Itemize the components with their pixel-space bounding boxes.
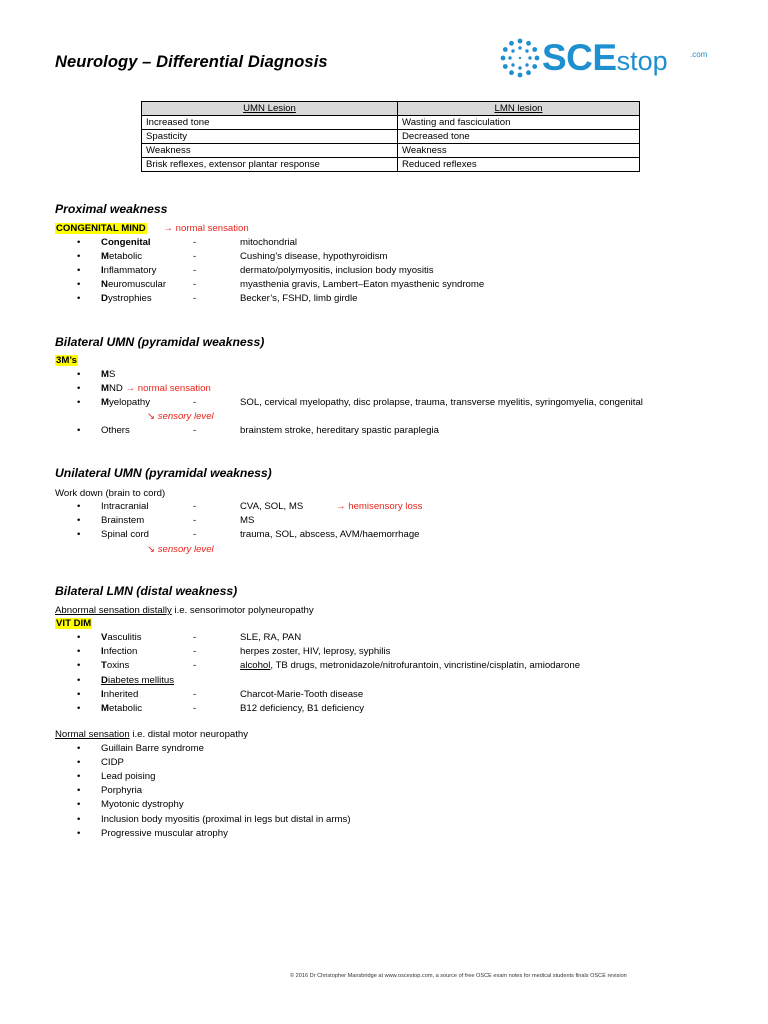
list-item (0, 250, 768, 263)
bullet-icon: • (77, 292, 81, 304)
table-cell: Spasticity (142, 130, 398, 144)
table-cell: Brisk reflexes, extensor plantar response (142, 158, 398, 172)
bullet-icon: • (77, 813, 81, 825)
item-rest: Others (101, 425, 130, 437)
item-dash: - (193, 688, 197, 700)
bullet-icon: • (77, 646, 81, 658)
item-value: MS (240, 515, 255, 527)
bullet-icon: • (77, 264, 81, 276)
list-item (0, 674, 768, 687)
bullet-icon: • (77, 660, 81, 672)
table-row (142, 130, 640, 144)
item-name: Myotonic dystrophy (101, 799, 184, 811)
item-dash: - (193, 397, 197, 409)
list-item (0, 278, 768, 291)
sensory-level-text: ↘ sensory level (147, 543, 214, 555)
item-rest: iabetes mellitus (107, 674, 175, 686)
item-name (101, 236, 151, 249)
item-dash: - (193, 515, 197, 527)
item-rest: yelopathy (109, 397, 151, 409)
section-heading-unilateral-umn: Unilateral UMN (pyramidal weakness) (55, 466, 272, 480)
bullet-icon: • (77, 688, 81, 700)
item-dash: - (193, 660, 197, 672)
table-header-umn: UMN Lesion (142, 102, 398, 116)
footer-text: © 2016 Dr Christopher Mansbridge at www.oscestop.com, a source of free OSCE exam notes for medical students finals OSCE revision (290, 973, 627, 979)
bullet-icon: • (77, 757, 81, 769)
sensation-note: → normal sensation (122, 383, 211, 395)
normal-rest: i.e. distal motor neuropathy (129, 729, 249, 740)
item-name: Porphyria (101, 785, 143, 797)
item-name (101, 292, 152, 305)
logo-com: .com (690, 50, 708, 59)
list-item (0, 236, 768, 249)
item-name: Guillain Barre syndrome (101, 743, 204, 754)
item-dash: - (193, 529, 197, 541)
table-cell: Weakness (398, 144, 640, 158)
oscestop-logo (500, 36, 720, 82)
item-name: Intracranial (101, 501, 149, 512)
list-item (0, 264, 768, 277)
bullet-icon: • (77, 632, 81, 643)
list-item (0, 368, 768, 381)
item-value-underlined: alcohol (240, 660, 271, 672)
sensory-level-text: ↘ sensory level (147, 411, 214, 423)
item-name (101, 382, 211, 395)
page-title: Neurology – Differential Diagnosis (55, 53, 328, 71)
item-value: CVA, SOL, MS (240, 501, 304, 512)
sensation-note: → normal sensation (163, 223, 249, 234)
item-rest: ystrophies (107, 292, 152, 304)
item-rest: S (109, 369, 116, 380)
item-initial: I (101, 646, 104, 658)
table-cell: Weakness (142, 144, 398, 158)
mnemonic-line (55, 222, 249, 235)
item-name: CIDP (101, 757, 124, 769)
list-item (0, 514, 768, 527)
item-dash: - (193, 646, 197, 658)
bullet-icon: • (77, 501, 81, 512)
item-rest: etabolic (109, 250, 143, 262)
table-row (142, 116, 640, 130)
item-value: alcohol, TB drugs, metronidazole/nitrofurantoin, vincristine/cisplatin, amiodarone (240, 660, 581, 672)
list-item (0, 688, 768, 701)
list-item (0, 827, 768, 840)
item-name: Spinal cord (101, 529, 149, 541)
item-value: SLE, RA, PAN (240, 632, 302, 643)
list-item (0, 528, 768, 541)
item-rest: ND (109, 383, 123, 395)
item-rest: nherited (103, 688, 139, 700)
item-value: mitochondrial (240, 237, 298, 248)
item-initial: T (101, 660, 107, 672)
item-name (101, 396, 150, 409)
bullet-icon: • (77, 515, 81, 527)
item-initial: C (101, 237, 108, 248)
table-cell: Increased tone (142, 116, 398, 130)
bullet-icon: • (77, 771, 81, 783)
item-value: dermato/polymyositis, inclusion body myositis (240, 264, 434, 276)
section-heading-proximal: Proximal weakness (55, 202, 168, 216)
item-dash: - (193, 264, 197, 276)
table-cell: Wasting and fasciculation (398, 116, 640, 130)
item-name (101, 250, 142, 263)
item-value: herpes zoster, HIV, leprosy, syphilis (240, 646, 391, 658)
bullet-icon: • (77, 674, 81, 686)
table-header-lmn: LMN lesion (398, 102, 640, 116)
abnormal-label: Abnormal sensation distally (55, 605, 172, 616)
item-initial: M (101, 369, 109, 380)
bullet-icon: • (77, 383, 81, 395)
item-value: SOL, cervical myelopathy, disc prolapse, trauma, transverse myelitis, syringomyelia, congenital (240, 397, 643, 409)
item-rest: ongenital (107, 237, 151, 248)
list-item (0, 631, 768, 644)
sensation-note: → hemisensory loss (336, 501, 423, 512)
sensory-level-note (0, 543, 768, 556)
item-dash: - (193, 425, 197, 437)
bullet-icon: • (77, 703, 81, 714)
item-name: Inclusion body myositis (proximal in legs but distal in arms) (101, 813, 351, 825)
bullet-icon: • (77, 250, 81, 262)
normal-label: Normal sensation (55, 729, 130, 740)
abnormal-rest: i.e. sensorimotor polyneuropathy (171, 605, 314, 616)
bullet-icon: • (77, 529, 81, 541)
lesion-table (141, 101, 640, 172)
logo-stop: stop (616, 46, 668, 76)
logo-wordmark (542, 36, 668, 83)
mnemonic-line (55, 617, 92, 630)
intro-text: Work down (brain to cord) (55, 488, 166, 499)
item-name: Lead poising (101, 771, 156, 783)
item-name (101, 424, 130, 437)
table-header-row (142, 102, 640, 116)
item-name: Progressive muscular atrophy (101, 827, 228, 839)
mnemonic-highlight: CONGENITAL MIND (56, 223, 146, 234)
bullet-icon: • (77, 237, 81, 248)
logo-sce-visible: SCE (542, 37, 617, 78)
list-item (0, 813, 768, 826)
item-value: brainstem stroke, hereditary spastic paraplegia (240, 425, 439, 437)
list-item (0, 292, 768, 305)
item-dash: - (193, 632, 197, 643)
item-rest: euromuscular (107, 278, 167, 290)
list-item (0, 396, 768, 409)
item-initial: M (101, 250, 109, 262)
item-initial: M (101, 703, 109, 714)
item-name (101, 659, 129, 672)
list-item (0, 500, 768, 513)
list-item (0, 756, 768, 769)
item-name (101, 674, 174, 687)
item-dash: - (193, 501, 197, 512)
item-initial: N (101, 278, 108, 290)
bullet-icon: • (77, 827, 81, 839)
section-heading-bilateral-umn: Bilateral UMN (pyramidal weakness) (55, 335, 265, 349)
bullet-icon: • (77, 369, 81, 380)
item-rest: oxins (106, 660, 130, 672)
list-item (0, 659, 768, 672)
item-value: Cushing’s disease, hypothyroidism (240, 250, 388, 262)
item-dash: - (193, 237, 197, 248)
list-item (0, 798, 768, 811)
mnemonic-line (55, 354, 78, 367)
bullet-icon: • (77, 397, 81, 409)
section-heading-bilateral-lmn: Bilateral LMN (distal weakness) (55, 584, 238, 598)
table-cell: Reduced reflexes (398, 158, 640, 172)
list-item (0, 424, 768, 437)
item-initial: D (101, 674, 108, 686)
item-dash: - (193, 250, 197, 262)
list-item (0, 645, 768, 658)
item-name (101, 702, 142, 715)
bullet-icon: • (77, 278, 81, 290)
bullet-icon: • (77, 799, 81, 811)
item-initial: D (101, 292, 108, 304)
item-name (101, 264, 156, 277)
list-item (0, 382, 768, 395)
item-value: Charcot-Marie-Tooth disease (240, 688, 364, 700)
item-dash: - (193, 292, 197, 304)
item-rest: asculitis (107, 632, 142, 643)
bullet-icon: • (77, 743, 81, 754)
item-value: myasthenia gravis, Lambert–Eaton myasthenic syndrome (240, 278, 485, 290)
item-dash: - (193, 703, 197, 714)
list-item (0, 784, 768, 797)
item-rest: nfection (103, 646, 138, 658)
item-dash: - (193, 278, 197, 290)
item-initial: M (101, 383, 109, 395)
item-value: B12 deficiency, B1 deficiency (240, 703, 365, 714)
item-initial: I (101, 264, 104, 276)
table-row (142, 144, 640, 158)
list-item (0, 742, 768, 755)
item-name (101, 645, 137, 658)
mnemonic-highlight: VIT DIM (56, 618, 92, 629)
item-initial: V (101, 632, 108, 643)
list-item (0, 702, 768, 715)
sensory-level-note (0, 410, 768, 423)
table-cell: Decreased tone (398, 130, 640, 144)
item-name (101, 688, 138, 701)
item-name (101, 278, 166, 291)
list-item (0, 770, 768, 783)
item-rest: nflammatory (103, 264, 157, 276)
table-row (142, 158, 640, 172)
item-rest: etabolic (109, 703, 143, 714)
item-name: Brainstem (101, 515, 145, 527)
item-value: Becker’s, FSHD, limb girdle (240, 292, 358, 304)
item-name (101, 631, 142, 644)
mnemonic-highlight: 3M’s (56, 355, 77, 366)
bullet-icon: • (77, 425, 81, 437)
dot-ring-icon (500, 38, 540, 78)
item-value: trauma, SOL, abscess, AVM/haemorrhage (240, 529, 420, 541)
normal-sensation-line (55, 728, 248, 741)
item-initial: I (101, 688, 104, 700)
abnormal-sensation-line (55, 604, 314, 617)
item-name (101, 368, 115, 381)
item-initial: M (101, 397, 109, 409)
bullet-icon: • (77, 785, 81, 797)
